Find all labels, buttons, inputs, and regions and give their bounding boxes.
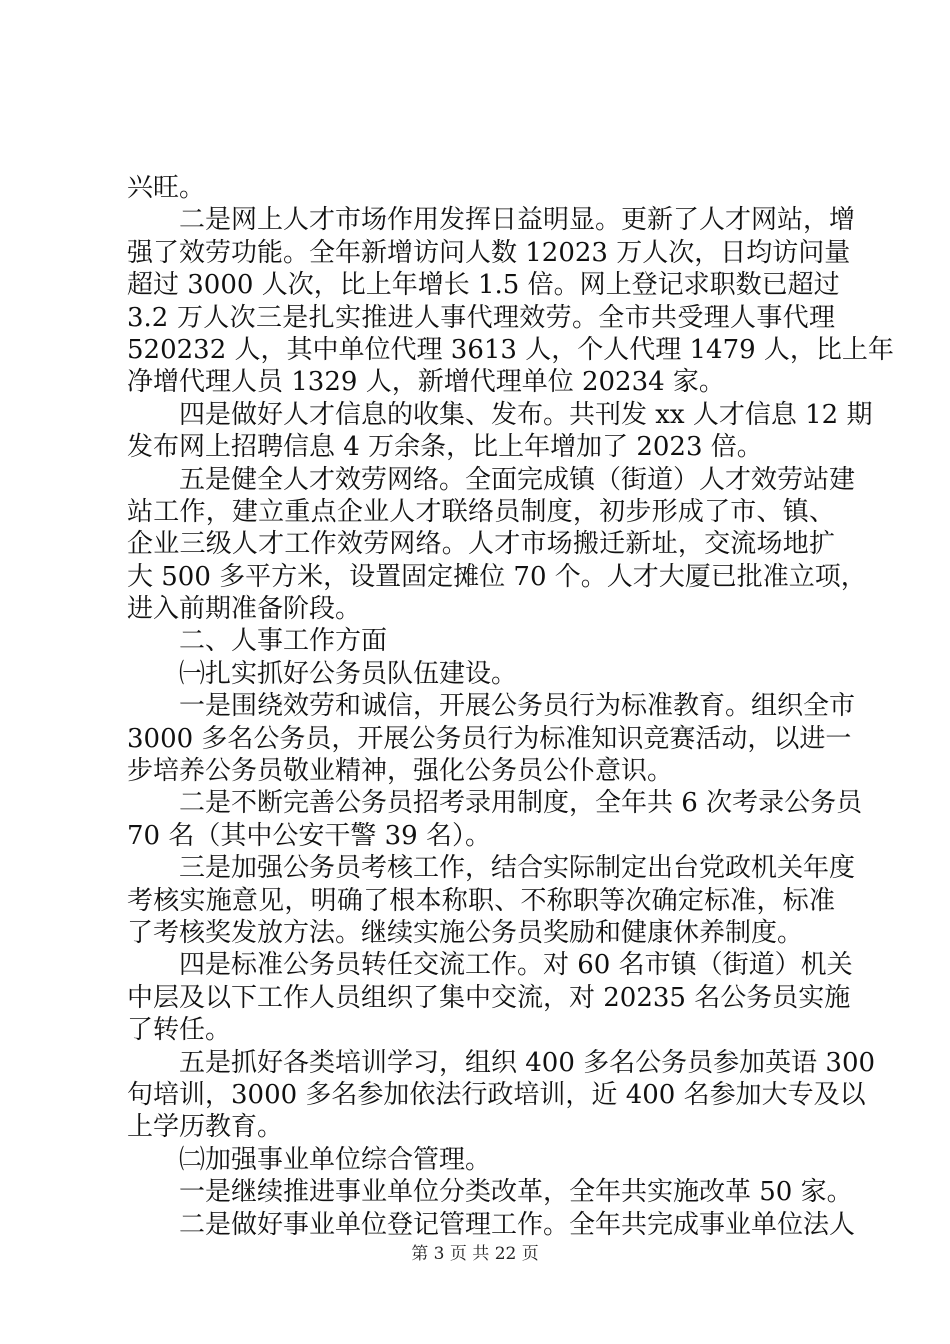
text-line: 520232 人，其中单位代理 3613 人，个人代理 1479 人，比上年 xyxy=(127,334,894,365)
text-line: 一是围绕效劳和诚信，开展公务员行为标准教育。组织全市 xyxy=(179,691,856,722)
text-line: 上学历教育。 xyxy=(127,1112,284,1143)
text-line: 四是做好人才信息的收集、发布。共刊发 xx 人才信息 12 期 xyxy=(179,399,873,430)
text-line: 考核实施意见，明确了根本称职、不称职等次确定标准，标准 xyxy=(127,885,835,916)
subsection-heading: ㈠扎实抓好公务员队伍建设。 xyxy=(179,658,518,689)
text-line: 三是加强公务员考核工作，结合实际制定出台党政机关年度 xyxy=(179,853,856,884)
text-line: 发布网上招聘信息 4 万余条，比上年增加了 2023 倍。 xyxy=(127,432,763,463)
text-line: 3.2 万人次三是扎实推进人事代理效劳。全市共受理人事代理 xyxy=(127,302,835,333)
document-body xyxy=(127,172,894,1241)
text-line: 二是不断完善公务员招考录用制度，全年共 6 次考录公务员 xyxy=(179,788,863,819)
text-line: 3000 多名公务员，开展公务员行为标准知识竞赛活动，以进一 xyxy=(127,723,852,754)
text-line: 二是网上人才市场作用发挥日益明显。更新了人才网站，增 xyxy=(179,205,856,236)
text-line: 进入前期准备阶段。 xyxy=(127,594,362,625)
text-line: 超过 3000 人次，比上年增长 1.5 倍。网上登记求职数已超过 xyxy=(127,270,840,301)
text-line: 了转任。 xyxy=(127,1015,232,1046)
text-line: 五是健全人才效劳网络。全面完成镇（街道）人才效劳站建 xyxy=(179,464,856,495)
text-line: 站工作，建立重点企业人才联络员制度，初步形成了市、镇、 xyxy=(127,496,835,527)
text-line: 强了效劳功能。全年新增访问人数 12023 万人次，日均访问量 xyxy=(127,237,851,268)
section-heading: 二、人事工作方面 xyxy=(179,626,388,657)
text-line: 大 500 多平方米，设置固定摊位 70 个。人才大厦已批准立项， xyxy=(127,561,867,592)
text-line: 一是继续推进事业单位分类改革，全年共实施改革 50 家。 xyxy=(179,1177,853,1208)
subsection-heading: ㈡加强事业单位综合管理。 xyxy=(179,1144,492,1175)
text-line: 句培训，3000 多名参加依法行政培训，近 400 名参加大专及以 xyxy=(127,1079,866,1110)
text-line: 企业三级人才工作效劳网络。人才市场搬迁新址，交流场地扩 xyxy=(127,529,835,560)
text-line: 净增代理人员 1329 人，新增代理单位 20234 家。 xyxy=(127,367,725,398)
text-line: 中层及以下工作人员组织了集中交流，对 20235 名公务员实施 xyxy=(127,982,851,1013)
text-line: 四是标准公务员转任交流工作。对 60 名市镇（街道）机关 xyxy=(179,950,853,981)
page-number-footer: 第 3 页 共 22 页 xyxy=(411,1244,539,1264)
text-line: 了考核奖发放方法。继续实施公务员奖励和健康休养制度。 xyxy=(127,917,804,948)
text-line: 步培养公务员敬业精神，强化公务员公仆意识。 xyxy=(127,756,674,787)
text-line: 五是抓好各类培训学习，组织 400 多名公务员参加英语 300 xyxy=(179,1047,876,1078)
text-line: 兴旺。 xyxy=(127,173,206,203)
text-line: 70 名（其中公安干警 39 名）。 xyxy=(127,820,491,851)
text-line: 二是做好事业单位登记管理工作。全年共完成事业单位法人 xyxy=(179,1209,856,1240)
